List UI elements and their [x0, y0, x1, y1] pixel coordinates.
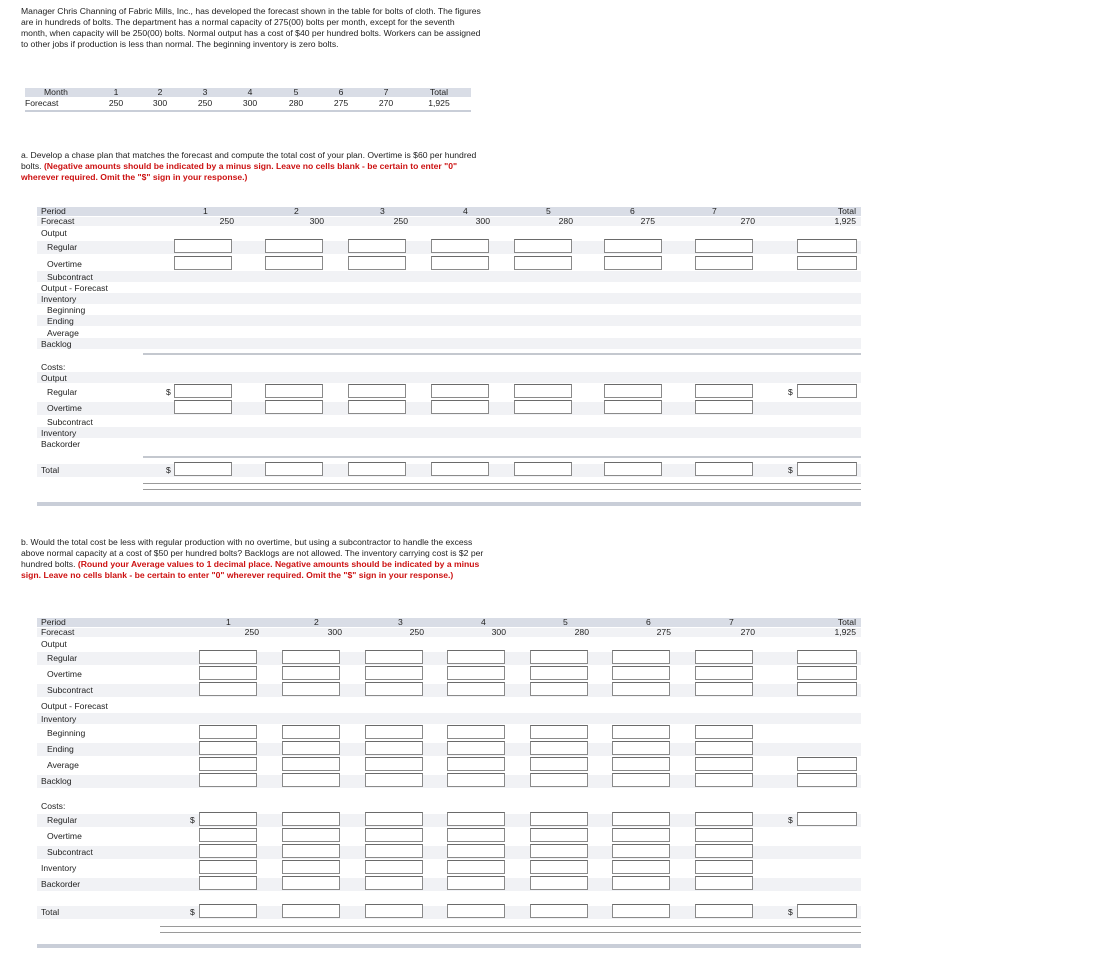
- subcontract-input[interactable]: [530, 682, 588, 696]
- intro-text: Manager Chris Channing of Fabric Mills, Inc., has developed the forecast shown in the table for bolts of cloth. The figures are in hundreds of bolts. The department has a normal capacity of 275(00) bolts per month, except for the seventh month, when capacity will be 250(00) bolts. Normal output has a cost of $40 per hundred bolts. Workers can be assigned to other jobs if production is less than normal. The beginning inventory is zero bolts.: [21, 6, 481, 49]
- cost-overtime-input[interactable]: [365, 828, 423, 842]
- regular-input[interactable]: [348, 239, 406, 253]
- forecast-value: 280: [288, 98, 304, 108]
- average-input[interactable]: [612, 757, 670, 771]
- total-cost-input[interactable]: [431, 462, 489, 476]
- period-number: 1: [203, 206, 208, 216]
- overtime-input[interactable]: [265, 256, 323, 270]
- cost-backorder-label: Backorder: [41, 439, 81, 449]
- part-a-instruction: (Negative amounts should be indicated by a minus sign. Leave no cells blank - be certain to enter "0" wherever required. Omit the "$" sign in your response.): [21, 161, 458, 182]
- regular-label: Regular: [47, 653, 78, 663]
- subcontract-input[interactable]: [365, 682, 423, 696]
- cost-regular-input[interactable]: [174, 384, 232, 398]
- forecast-cell: 250: [409, 627, 424, 637]
- table-rule: [160, 932, 861, 933]
- overtime-input[interactable]: [695, 666, 753, 680]
- ending-input[interactable]: [612, 741, 670, 755]
- total-cost-input[interactable]: [199, 904, 257, 918]
- forecast-label: Forecast: [25, 98, 59, 108]
- cost-regular-total-input[interactable]: [797, 384, 857, 398]
- forecast-value: 250: [197, 98, 213, 108]
- subcontract-input[interactable]: [282, 682, 340, 696]
- cost-regular-label: Regular: [47, 815, 78, 825]
- subcontract-input[interactable]: [612, 682, 670, 696]
- overtime-input[interactable]: [199, 666, 257, 680]
- forecast-cell: 300: [327, 627, 342, 637]
- cost-overtime-input[interactable]: [431, 400, 489, 414]
- cost-inventory-input[interactable]: [612, 860, 670, 874]
- ending-input[interactable]: [447, 741, 505, 755]
- forecast-cell: 250: [219, 216, 234, 226]
- total-cost-total-input[interactable]: [797, 462, 857, 476]
- beginning-label: Beginning: [47, 305, 86, 315]
- cost-overtime-input[interactable]: [282, 828, 340, 842]
- forecast-row-label: Forecast: [41, 627, 75, 637]
- total-cost-input[interactable]: [447, 904, 505, 918]
- regular-input[interactable]: [695, 650, 753, 664]
- cost-regular-total-input[interactable]: [797, 812, 857, 826]
- period-number: 7: [712, 206, 717, 216]
- cost-overtime-input[interactable]: [265, 400, 323, 414]
- forecast-cell: 280: [574, 627, 589, 637]
- period-number: 7: [729, 617, 734, 627]
- cost-subcontract-input[interactable]: [447, 844, 505, 858]
- period-number: 6: [646, 617, 651, 627]
- cost-regular-label: Regular: [47, 387, 78, 397]
- overtime-input[interactable]: [447, 666, 505, 680]
- period-number: 4: [481, 617, 486, 627]
- cost-overtime-input[interactable]: [530, 828, 588, 842]
- costs-label: Costs:: [41, 362, 66, 372]
- cost-overtime-label: Overtime: [47, 403, 82, 413]
- subcontract-input[interactable]: [199, 682, 257, 696]
- output-label: Output: [41, 228, 67, 238]
- part-a-text: [21, 150, 491, 183]
- overtime-label: Overtime: [47, 669, 82, 679]
- currency-symbol: $: [190, 815, 195, 825]
- ending-label: Ending: [47, 744, 74, 754]
- total-header: Total: [837, 617, 856, 627]
- table-rule: [143, 456, 861, 458]
- backlog-input[interactable]: [282, 773, 340, 787]
- forecast-cell: 275: [656, 627, 671, 637]
- total-cost-input[interactable]: [265, 462, 323, 476]
- ending-input[interactable]: [199, 741, 257, 755]
- cost-inventory-input[interactable]: [199, 860, 257, 874]
- period-number: 2: [294, 206, 299, 216]
- currency-symbol: $: [788, 387, 793, 397]
- output-minus-forecast-label: Output - Forecast: [41, 283, 108, 293]
- beginning-input[interactable]: [612, 725, 670, 739]
- currency-symbol: $: [190, 907, 195, 917]
- cost-overtime-input[interactable]: [612, 828, 670, 842]
- ending-input[interactable]: [530, 741, 588, 755]
- overtime-input[interactable]: [514, 256, 572, 270]
- overtime-input[interactable]: [348, 256, 406, 270]
- period-number: 2: [314, 617, 319, 627]
- cost-subcontract-input[interactable]: [282, 844, 340, 858]
- cost-subcontract-input[interactable]: [695, 844, 753, 858]
- row-band: [37, 713, 861, 724]
- total-cost-input[interactable]: [365, 904, 423, 918]
- beginning-input[interactable]: [199, 725, 257, 739]
- cost-backorder-input[interactable]: [199, 876, 257, 890]
- total-header: Total: [837, 206, 856, 216]
- total-cost-label: Total: [41, 465, 60, 475]
- subcontract-input[interactable]: [695, 682, 753, 696]
- currency-symbol: $: [166, 465, 171, 475]
- cost-backorder-input[interactable]: [447, 876, 505, 890]
- cost-subcontract-input[interactable]: [530, 844, 588, 858]
- backlog-input[interactable]: [199, 773, 257, 787]
- beginning-label: Beginning: [47, 728, 86, 738]
- period-label: Period: [41, 206, 66, 216]
- month-number: 2: [157, 87, 163, 97]
- backlog-input[interactable]: [612, 773, 670, 787]
- period-label: Period: [41, 617, 66, 627]
- cost-overtime-input[interactable]: [514, 400, 572, 414]
- cost-inventory-input[interactable]: [447, 860, 505, 874]
- part-b-text: [21, 537, 491, 581]
- month-number: 6: [338, 87, 344, 97]
- table-rule: [143, 483, 861, 484]
- average-input[interactable]: [447, 757, 505, 771]
- overtime-input[interactable]: [695, 256, 753, 270]
- forecast-value: 250: [108, 98, 124, 108]
- cost-backorder-input[interactable]: [530, 876, 588, 890]
- row-band: [37, 338, 861, 349]
- cost-backorder-input[interactable]: [612, 876, 670, 890]
- beginning-input[interactable]: [695, 725, 753, 739]
- output-minus-forecast-label: Output - Forecast: [41, 701, 108, 711]
- cost-inventory-input[interactable]: [530, 860, 588, 874]
- row-band: [37, 427, 861, 438]
- overtime-input[interactable]: [604, 256, 662, 270]
- overtime-total-input[interactable]: [797, 666, 857, 680]
- forecast-value: 300: [152, 98, 168, 108]
- regular-label: Regular: [47, 242, 78, 252]
- forecast-total-cell: 1,925: [834, 627, 856, 637]
- backlog-input[interactable]: [530, 773, 588, 787]
- average-label: Average: [47, 760, 79, 770]
- month-number: 5: [293, 87, 299, 97]
- total-cost-input[interactable]: [348, 462, 406, 476]
- total-cost-input[interactable]: [695, 462, 753, 476]
- backlog-label: Backlog: [41, 339, 72, 349]
- backlog-input[interactable]: [695, 773, 753, 787]
- cost-regular-input[interactable]: [348, 384, 406, 398]
- cost-subcontract-input[interactable]: [612, 844, 670, 858]
- regular-input[interactable]: [199, 650, 257, 664]
- forecast-value: 270: [378, 98, 394, 108]
- currency-symbol: $: [166, 387, 171, 397]
- total-cost-total-input[interactable]: [797, 904, 857, 918]
- forecast-cell: 275: [640, 216, 655, 226]
- backlog-input[interactable]: [447, 773, 505, 787]
- average-total-input[interactable]: [797, 757, 857, 771]
- period-number: 5: [563, 617, 568, 627]
- backlog-label: Backlog: [41, 776, 72, 786]
- cost-inventory-label: Inventory: [41, 863, 77, 873]
- cost-regular-input[interactable]: [199, 812, 257, 826]
- overtime-label: Overtime: [47, 259, 82, 269]
- cost-subcontract-label: Subcontract: [47, 417, 93, 427]
- month-number: 7: [383, 87, 389, 97]
- cost-overtime-input[interactable]: [695, 828, 753, 842]
- cost-regular-input[interactable]: [695, 812, 753, 826]
- costs-label: Costs:: [41, 801, 66, 811]
- forecast-cell: 280: [558, 216, 573, 226]
- row-band: [37, 372, 861, 383]
- regular-input[interactable]: [365, 650, 423, 664]
- inventory-label: Inventory: [41, 714, 77, 724]
- cost-backorder-label: Backorder: [41, 879, 81, 889]
- cost-inventory-label: Inventory: [41, 428, 77, 438]
- regular-input[interactable]: [282, 650, 340, 664]
- cost-regular-input[interactable]: [365, 812, 423, 826]
- cost-regular-input[interactable]: [530, 812, 588, 826]
- period-number: 3: [380, 206, 385, 216]
- cost-inventory-input[interactable]: [695, 860, 753, 874]
- month-label: Month: [44, 87, 68, 97]
- period-number: 1: [226, 617, 231, 627]
- overtime-input[interactable]: [282, 666, 340, 680]
- regular-input[interactable]: [612, 650, 670, 664]
- regular-input[interactable]: [530, 650, 588, 664]
- forecast-bottom-rule: [25, 110, 471, 112]
- regular-total-input[interactable]: [797, 239, 857, 253]
- forecast-total: 1,925: [428, 98, 450, 108]
- cost-regular-input[interactable]: [612, 812, 670, 826]
- forecast-cell: 270: [740, 216, 755, 226]
- forecast-cell: 250: [393, 216, 408, 226]
- backlog-total-input[interactable]: [797, 773, 857, 787]
- cost-overtime-input[interactable]: [447, 828, 505, 842]
- cost-regular-input[interactable]: [695, 384, 753, 398]
- output-label: Output: [41, 639, 67, 649]
- part-b-instruction: (Round your Average values to 1 decimal place. Negative amounts should be indicated by a minus sign. Leave no cells blank - be certain to enter "0" wherever required. Omit the "$" sign in your response.): [21, 559, 480, 580]
- month-number: 3: [202, 87, 208, 97]
- inventory-label: Inventory: [41, 294, 77, 304]
- overtime-total-input[interactable]: [797, 256, 857, 270]
- regular-input[interactable]: [514, 239, 572, 253]
- subcontract-label: Subcontract: [47, 272, 93, 282]
- subcontract-input[interactable]: [447, 682, 505, 696]
- total-cost-input[interactable]: [530, 904, 588, 918]
- forecast-total-cell: 1,925: [834, 216, 856, 226]
- total-cost-input[interactable]: [695, 904, 753, 918]
- table-rule: [143, 353, 861, 355]
- forecast-value: 275: [333, 98, 349, 108]
- forecast-cell: 270: [740, 627, 755, 637]
- table-rule: [37, 502, 861, 506]
- part-b-question: b. Would the total cost be less with regular production with no overtime, but using a subcontractor to handle the excess above normal capacity at a cost of $50 per hundred bolts? Backlogs are not allowed. The inventory carrying cost is $2 per hundred bolts.: [21, 537, 484, 569]
- average-input[interactable]: [365, 757, 423, 771]
- cost-subcontract-input[interactable]: [199, 844, 257, 858]
- regular-input[interactable]: [604, 239, 662, 253]
- cost-subcontract-label: Subcontract: [47, 847, 93, 857]
- cost-overtime-label: Overtime: [47, 831, 82, 841]
- beginning-input[interactable]: [447, 725, 505, 739]
- cost-overtime-input[interactable]: [695, 400, 753, 414]
- total-cost-label: Total: [41, 907, 60, 917]
- period-header-band: [37, 618, 861, 627]
- beginning-input[interactable]: [365, 725, 423, 739]
- average-input[interactable]: [199, 757, 257, 771]
- forecast-cell: 300: [475, 216, 490, 226]
- cost-overtime-input[interactable]: [174, 400, 232, 414]
- total-cost-input[interactable]: [514, 462, 572, 476]
- cost-subcontract-input[interactable]: [365, 844, 423, 858]
- month-number: 4: [247, 87, 253, 97]
- row-band: [37, 293, 861, 304]
- forecast-cell: 300: [309, 216, 324, 226]
- row-band: [37, 271, 861, 282]
- regular-input[interactable]: [431, 239, 489, 253]
- total-cost-input[interactable]: [612, 904, 670, 918]
- ending-input[interactable]: [282, 741, 340, 755]
- cost-regular-input[interactable]: [514, 384, 572, 398]
- beginning-input[interactable]: [282, 725, 340, 739]
- cost-overtime-input[interactable]: [604, 400, 662, 414]
- total-cost-input[interactable]: [604, 462, 662, 476]
- overtime-input[interactable]: [530, 666, 588, 680]
- beginning-input[interactable]: [530, 725, 588, 739]
- cost-regular-input[interactable]: [604, 384, 662, 398]
- regular-total-input[interactable]: [797, 650, 857, 664]
- subcontract-label: Subcontract: [47, 685, 93, 695]
- cost-overtime-input[interactable]: [199, 828, 257, 842]
- overtime-input[interactable]: [365, 666, 423, 680]
- overtime-input[interactable]: [431, 256, 489, 270]
- average-label: Average: [47, 328, 79, 338]
- backlog-input[interactable]: [365, 773, 423, 787]
- table-rule: [160, 926, 861, 927]
- forecast-row-label: Forecast: [41, 216, 75, 226]
- period-number: 4: [463, 206, 468, 216]
- total-label: Total: [429, 87, 449, 97]
- costs-output-label: Output: [41, 373, 67, 383]
- period-header-band: [37, 207, 861, 216]
- row-band: [37, 315, 861, 326]
- regular-input[interactable]: [174, 239, 232, 253]
- ending-input[interactable]: [365, 741, 423, 755]
- table-rule: [143, 489, 861, 490]
- total-cost-input[interactable]: [282, 904, 340, 918]
- period-number: 6: [630, 206, 635, 216]
- cost-regular-input[interactable]: [265, 384, 323, 398]
- regular-input[interactable]: [265, 239, 323, 253]
- overtime-input[interactable]: [174, 256, 232, 270]
- cost-inventory-input[interactable]: [282, 860, 340, 874]
- currency-symbol: $: [788, 465, 793, 475]
- forecast-value: 300: [242, 98, 258, 108]
- cost-overtime-input[interactable]: [348, 400, 406, 414]
- forecast-cell: 250: [244, 627, 259, 637]
- forecast-cell: 300: [491, 627, 506, 637]
- cost-regular-input[interactable]: [447, 812, 505, 826]
- cost-regular-input[interactable]: [431, 384, 489, 398]
- period-number: 5: [546, 206, 551, 216]
- ending-input[interactable]: [695, 741, 753, 755]
- total-cost-input[interactable]: [174, 462, 232, 476]
- cost-backorder-input[interactable]: [365, 876, 423, 890]
- average-input[interactable]: [695, 757, 753, 771]
- table-rule: [37, 944, 861, 948]
- currency-symbol: $: [788, 815, 793, 825]
- currency-symbol: $: [788, 907, 793, 917]
- period-number: 3: [398, 617, 403, 627]
- cost-regular-input[interactable]: [282, 812, 340, 826]
- regular-input[interactable]: [695, 239, 753, 253]
- average-input[interactable]: [530, 757, 588, 771]
- average-input[interactable]: [282, 757, 340, 771]
- ending-label: Ending: [47, 316, 74, 326]
- month-number: 1: [113, 87, 119, 97]
- overtime-input[interactable]: [612, 666, 670, 680]
- regular-input[interactable]: [447, 650, 505, 664]
- cost-inventory-input[interactable]: [365, 860, 423, 874]
- part-a-question: a. Develop a chase plan that matches the forecast and compute the total cost of your plan. Overtime is $60 per hundred bolts.: [21, 150, 477, 171]
- cost-backorder-input[interactable]: [695, 876, 753, 890]
- cost-backorder-input[interactable]: [282, 876, 340, 890]
- subcontract-total-input[interactable]: [797, 682, 857, 696]
